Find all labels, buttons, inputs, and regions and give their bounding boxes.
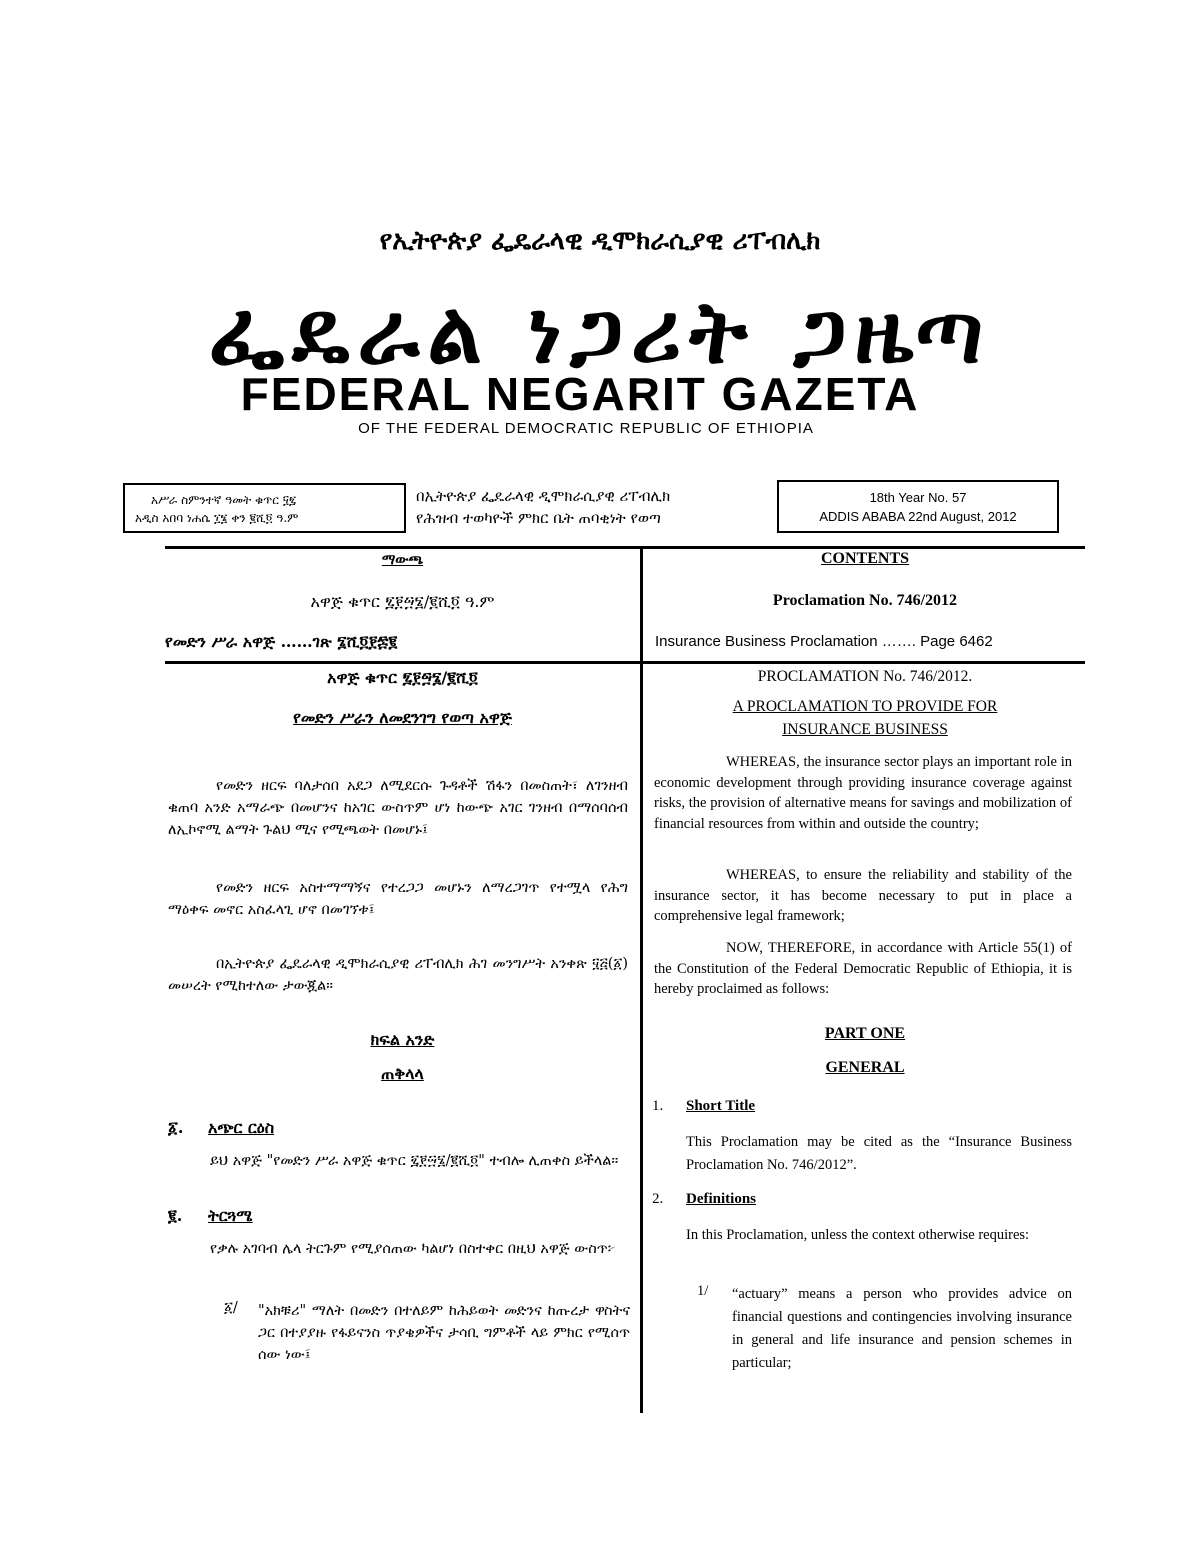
part-one-heading-amharic: ክፍል አንድ	[370, 1030, 435, 1049]
publisher-note-amharic	[416, 485, 776, 529]
issue-box-amharic	[123, 483, 406, 533]
part-one-subheading-amharic: ጠቅላላ	[381, 1064, 424, 1083]
definition-1-number-amharic: ፩/	[224, 1300, 238, 1316]
amharic-republic-heading: የኢትዮጵያ ፌዴራላዊ ዲሞክራሲያዊ ሪፐብሊክ	[379, 226, 821, 256]
section-2-number: 2.	[652, 1191, 664, 1207]
section-1-text: This Proclamation may be cited as the “Insurance Business Proclamation No. 746/2012”.	[686, 1134, 1072, 1173]
contents-item-amharic-text: የመድን ሥራ አዋጅ ……ገጽ ፮ሺ፬፻፷፪	[165, 632, 398, 651]
section-2-title-amharic: ትርጓሜ	[208, 1206, 253, 1225]
top-rule	[165, 546, 1085, 549]
column-divider	[640, 548, 643, 1413]
date-line-amharic: አዲስ አበባ ነሐሴ ፲፮ ቀን ፪ሺ፬ ዓ.ም	[135, 511, 299, 525]
issue-box-english	[777, 480, 1059, 533]
issue-line-english: 18th Year No. 57	[869, 490, 967, 505]
date-line-english: ADDIS ABABA 22nd August, 2012	[819, 509, 1017, 524]
preamble-para-1-amharic: የመድን ዘርፍ ባለታሰበ አደጋ ለሚደርሱ ጉዳቶች ሽፋን በመስጠት፣ ለገንዘብ ቁጠባ አንድ አማራጭ በመሆንና ከአገር ውስጥም ሆነ ከውጭ አገር ገንዘብ በማሰባሰብ ለኢኮኖሚ ልማት ጉልህ ሚና የሚጫወት በመሆኑ፤	[168, 778, 628, 838]
proclamation-title	[645, 695, 1085, 741]
publisher-line-1: በኢትዮጵያ ፌዴራላዊ ዲሞክራሲያዊ ሪፐብሊክ	[416, 487, 671, 505]
section-1-title: Short Title	[686, 1098, 756, 1114]
section-1-number-amharic: ፩.	[168, 1118, 184, 1137]
gazette-title: FEDERAL NEGARIT GAZETA	[240, 368, 920, 420]
preamble-para-1: WHEREAS, the insurance sector plays an important role in economic development through providing insurance coverage against risks, the provision of alternative means for savings and mobilization of financial resources from within and outside the country;	[654, 754, 1072, 832]
proclamation-title-amharic: የመድን ሥራን ለመደንገግ የወጣ አዋጅ	[293, 708, 512, 727]
proclamation-title-line-1: A PROCLAMATION TO PROVIDE FOR	[732, 698, 998, 715]
section-1-text-amharic: ይህ አዋጅ "የመድን ሥራ አዋጅ ቁጥር ፯፻፵፮/፪ሺ፬" ተብሎ ሊጠቀስ ይችላል።	[210, 1153, 619, 1169]
preamble-para-2-amharic: የመድን ዘርፍ አስተማማኝና የተረጋጋ መሆኑን ለማረጋገጥ የተሟላ የሕግ ማዕቀፍ መኖር አስፈላጊ ሆኖ በመገኘቱ፤	[168, 880, 628, 918]
publisher-line-2: የሕዝብ ተወካዮች ምክር ቤት ጠባቂነት የወጣ	[416, 509, 661, 527]
preamble-para-3: NOW, THEREFORE, in accordance with Article 55(1) of the Constitution of the Federal Democratic Republic of Ethiopia, it is hereby proclaimed as follows:	[654, 940, 1072, 997]
section-2-title: Definitions	[686, 1191, 757, 1207]
amharic-gazette-title: ፌዴራል ነጋሪት ጋዜጣ	[208, 282, 992, 383]
contents-rule	[165, 661, 1085, 664]
proclamation-title-line-2: INSURANCE BUSINESS	[782, 721, 948, 738]
part-one-heading: PART ONE	[824, 1025, 906, 1042]
section-2-text: In this Proclamation, unless the context otherwise requires:	[686, 1227, 1030, 1243]
definition-1-text: “actuary” means a person who provides advice on financial questions and contingencies involving insurance in general and life insurance and pension schemes in particular;	[732, 1286, 1072, 1371]
proclamation-number-amharic: አዋጅ ቁጥር ፯፻፵፮/፪ሺ፬	[327, 668, 478, 687]
section-1-number: 1.	[652, 1098, 664, 1114]
section-1-title-amharic: አጭር ርዕስ	[208, 1118, 275, 1137]
definition-1-text-amharic: "አክቹሪ" ማለት በመድን በተለይም ከሕይወት መድንና ከጡረታ ዋስትና ጋር በተያያዙ የፋይናንስ ጥያቄዎችና ታሳቢ ግምቶች ላይ ምክር የሚሰጥ ሰው ነው፤	[258, 1303, 630, 1363]
contents-item[interactable]	[655, 633, 1080, 650]
contents-heading-amharic: ማውጫ	[381, 552, 424, 568]
contents-item-amharic[interactable]	[165, 632, 640, 652]
section-2-number-amharic: ፪.	[168, 1206, 183, 1225]
contents-proclamation-amharic: አዋጅ ቁጥር ፯፻፵፮/፪ሺ፬ ዓ.ም	[310, 592, 495, 611]
proclamation-number: PROCLAMATION No. 746/2012.	[757, 668, 973, 685]
section-2-text-amharic: የቃሉ አገባብ ሌላ ትርጉም የሚያሰጠው ካልሆነ በስተቀር በዚህ አዋጅ ውስጥ፦	[210, 1241, 616, 1257]
definition-1-number: 1/	[697, 1283, 709, 1299]
preamble-para-3-amharic: በኢትዮጵያ ፌዴራላዊ ዲሞክራሲያዊ ሪፐብሊክ ሕገ መንግሥት አንቀጽ ፶፭(፩) መሠረት የሚከተለው ታውጇል።	[168, 956, 628, 994]
gazette-subtitle: OF THE FEDERAL DEMOCRATIC REPUBLIC OF ETHIOPIA	[358, 420, 814, 437]
issue-line-amharic: አሥራ ስምንተኛ ዓመት ቁጥር ፶፯	[151, 493, 297, 507]
contents-item-text: Insurance Business Proclamation ……. Page 6462	[655, 633, 993, 650]
part-one-subheading: GENERAL	[825, 1059, 905, 1076]
preamble-para-2: WHEREAS, to ensure the reliability and stability of the insurance sector, it has become necessary to put in place a comprehensive legal framework;	[654, 867, 1072, 924]
contents-heading: CONTENTS	[820, 550, 910, 567]
contents-proclamation: Proclamation No. 746/2012	[772, 592, 958, 609]
